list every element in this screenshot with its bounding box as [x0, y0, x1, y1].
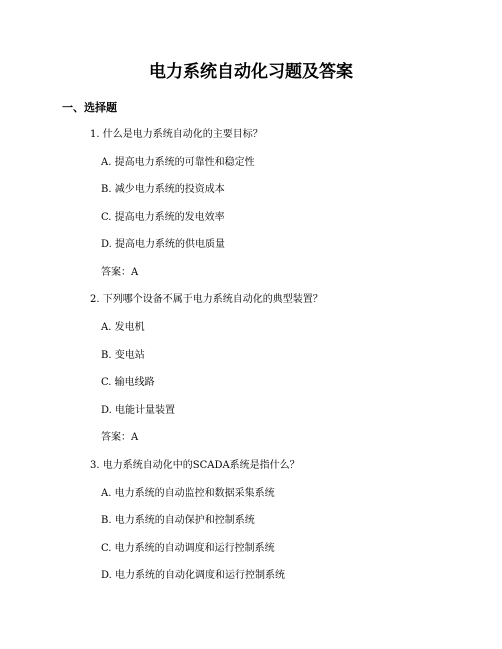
question-3-option-d: D. 电力系统的自动化调度和运行控制系统: [101, 570, 286, 581]
question-3-option-a: A. 电力系统的自动监控和数据采集系统: [101, 488, 275, 499]
question-2-option-a: A. 发电机: [101, 322, 145, 333]
question-2-option-b: B. 变电站: [101, 350, 145, 361]
question-1-option-b: B. 减少电力系统的投资成本: [101, 184, 225, 195]
question-2-stem: 2. 下列哪个设备不属于电力系统自动化的典型装置？: [90, 294, 323, 305]
question-2-option-c: C. 输电线路: [101, 377, 155, 388]
question-3-option-b: B. 电力系统的自动保护和控制系统: [101, 515, 255, 526]
question-1-answer: 答案：A: [101, 267, 139, 278]
section-heading: 一、选择题: [62, 101, 117, 114]
question-1-option-d: D. 提高电力系统的供电质量: [101, 239, 226, 250]
question-2-answer: 答案：A: [101, 432, 139, 443]
question-3-option-c: C. 电力系统的自动调度和运行控制系统: [101, 543, 275, 554]
question-1-stem: 1. 什么是电力系统自动化的主要目标？: [90, 129, 263, 140]
question-3-stem: 3. 电力系统自动化中的SCADA系统是指什么？: [90, 460, 300, 471]
question-2-option-d: D. 电能计量装置: [101, 405, 176, 416]
question-1-option-a: A. 提高电力系统的可靠性和稳定性: [101, 157, 255, 168]
question-1-option-c: C. 提高电力系统的发电效率: [101, 212, 225, 223]
document-title: 电力系统自动化习题及答案: [149, 62, 353, 82]
